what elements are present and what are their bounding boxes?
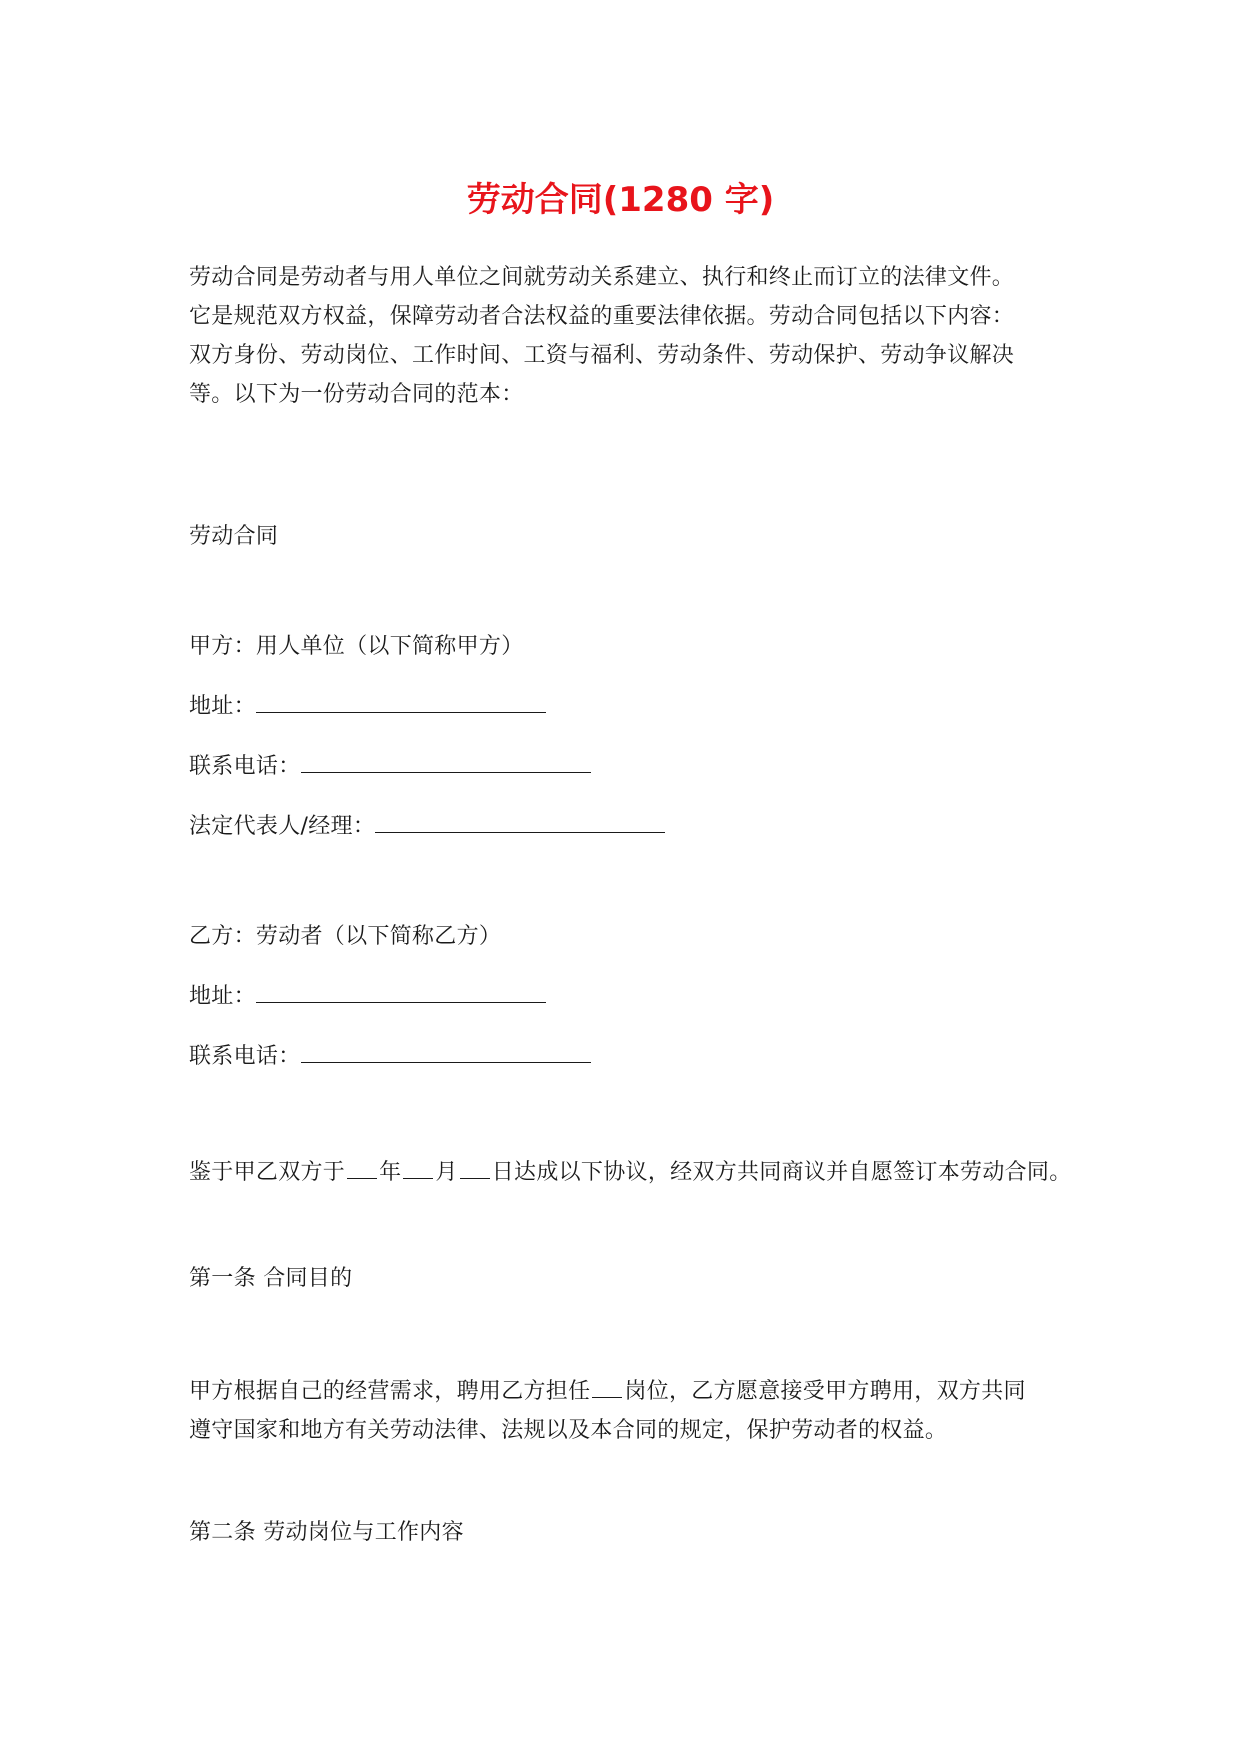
- party-a-address: [189, 692, 546, 722]
- party-a-heading: 甲方：用人单位（以下简称甲方）: [189, 634, 524, 659]
- month-blank: [403, 1158, 433, 1179]
- party-b-phone: [189, 1042, 591, 1072]
- agreement-month-label: 月: [435, 1160, 458, 1185]
- party-b-address-blank: [256, 982, 546, 1003]
- party-b-address: [189, 982, 546, 1012]
- contract-heading: 劳动合同: [189, 524, 279, 549]
- article-2-heading: 第二条 劳动岗位与工作内容: [189, 1520, 464, 1545]
- party-b-phone-blank: [301, 1042, 591, 1063]
- article-1-line-1: [189, 1372, 1069, 1411]
- party-a-address-blank: [256, 692, 546, 713]
- party-b-heading: 乙方：劳动者（以下简称乙方）: [189, 924, 502, 949]
- agreement-text-2: 日达成以下协议，经双方共同商议并自愿签订本劳动合同。: [491, 1160, 1072, 1185]
- party-b-phone-label: 联系电话：: [189, 1044, 301, 1069]
- agreement-text-1: 鉴于甲乙双方于: [189, 1160, 346, 1185]
- intro-line-3: 双方身份、劳动岗位、工作时间、工资与福利、劳动条件、劳动保护、劳动争议解决: [189, 343, 1015, 368]
- agreement-statement: [189, 1158, 1072, 1188]
- party-a-rep-label: 法定代表人/经理：: [189, 814, 376, 839]
- article-1-text: [189, 1372, 1069, 1450]
- article-1-heading: 第一条 合同目的: [189, 1266, 353, 1291]
- article-1-text-part-1: 甲方根据自己的经营需求，聘用乙方担任: [189, 1379, 591, 1404]
- party-b-address-label: 地址：: [189, 984, 256, 1009]
- intro-paragraph: [189, 258, 1069, 414]
- intro-line-2: 它是规范双方权益，保障劳动者合法权益的重要法律依据。劳动合同包括以下内容：: [189, 304, 1015, 329]
- document-title: 劳动合同(1280 字): [466, 180, 775, 220]
- position-blank: [592, 1377, 622, 1398]
- intro-line-4: 等。以下为一份劳动合同的范本：: [189, 382, 524, 407]
- day-blank: [460, 1158, 490, 1179]
- party-a-phone: [189, 752, 591, 782]
- party-a-phone-label: 联系电话：: [189, 754, 301, 779]
- party-a-address-label: 地址：: [189, 694, 256, 719]
- party-a-rep-blank: [375, 812, 665, 833]
- intro-line-1: 劳动合同是劳动者与用人单位之间就劳动关系建立、执行和终止而订立的法律文件。: [189, 265, 1015, 290]
- article-1-text-part-2: 岗位，乙方愿意接受甲方聘用，双方共同: [624, 1379, 1026, 1404]
- agreement-year-label: 年: [379, 1160, 402, 1185]
- article-1-line-2: 遵守国家和地方有关劳动法律、法规以及本合同的规定，保护劳动者的权益。: [189, 1418, 948, 1443]
- party-a-representative: [189, 812, 665, 842]
- year-blank: [347, 1158, 377, 1179]
- party-a-phone-blank: [301, 752, 591, 773]
